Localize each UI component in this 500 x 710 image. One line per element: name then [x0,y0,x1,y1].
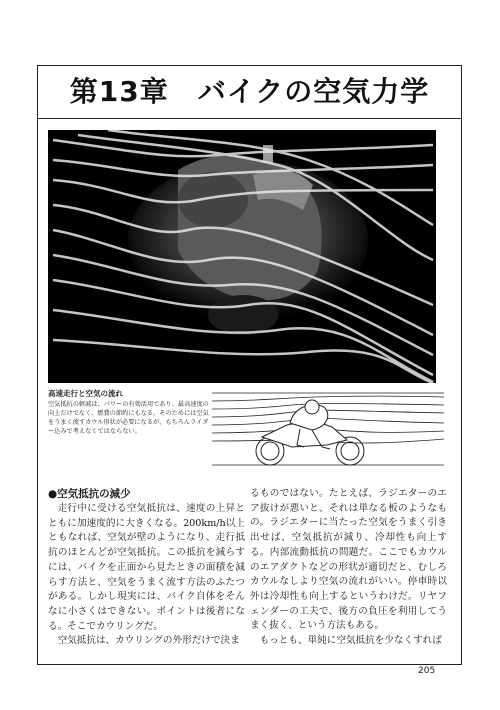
paragraph: 空気抵抗は、カウリングの外形だけで決ま [57,635,240,647]
motorcycle-airflow-photo [48,130,436,383]
body-column-right [250,487,447,649]
title-divider [37,118,462,119]
figure-caption [48,388,213,436]
chapter-title: 第13章 バイクの空気力学 [69,75,430,108]
airflow-diagram [212,385,444,475]
paragraph: 走行中に受ける空気抵抗は、速度の上昇とともに加速度的に大きくなる。200km/h以上ともなれば、空気が壁のようになり、走行抵抗のほとんどが空気抵抗。この抵抗を減らすには、バイクを正面から見たときの面積を減らす方法と、空気をうまく流す方法のふたつがある。しかし現実には、バイク自体をそんなに小さくはできない。ポイントは後者になる。そこでカウリングだ。 [48,503,245,632]
caption-body: 空気抵抗の軽減は、パワーの有効活用であり、最高速度の向上だけでなく、燃費の節約にもなる。そのためには空気をうまく流すカウル形状が必要になるが、もちろんライダー込みで考えなくてはならない。 [48,401,209,435]
section-heading: ●空気抵抗の減少 [48,488,131,500]
caption-title: 高速走行と空気の流れ [48,389,123,398]
motorcycle-line-drawing [256,400,364,465]
paragraph: もっとも、単純に空気抵抗を少なくすれば [259,635,442,647]
page-number: 205 [418,666,436,676]
body-column-left [48,487,245,649]
paragraph: るものではない。たとえば、ラジエターのエア抜けが悪いと、それは単なる板のようなもの。ラジエターに当たった空気をうまく引き出せば、空気抵抗が減り、冷却性も向上する。内部流動抵抗の問題だ。ここでもカウルのエアダクトなどの形状が適切だと、むしろカウルなしより空気の流れがいい。停車時以外は冷却性も向上するというわけだ。リヤフェンダーの工夫で、後方の負圧を利用してうまく抜く、という方法もある。 [250,488,447,632]
